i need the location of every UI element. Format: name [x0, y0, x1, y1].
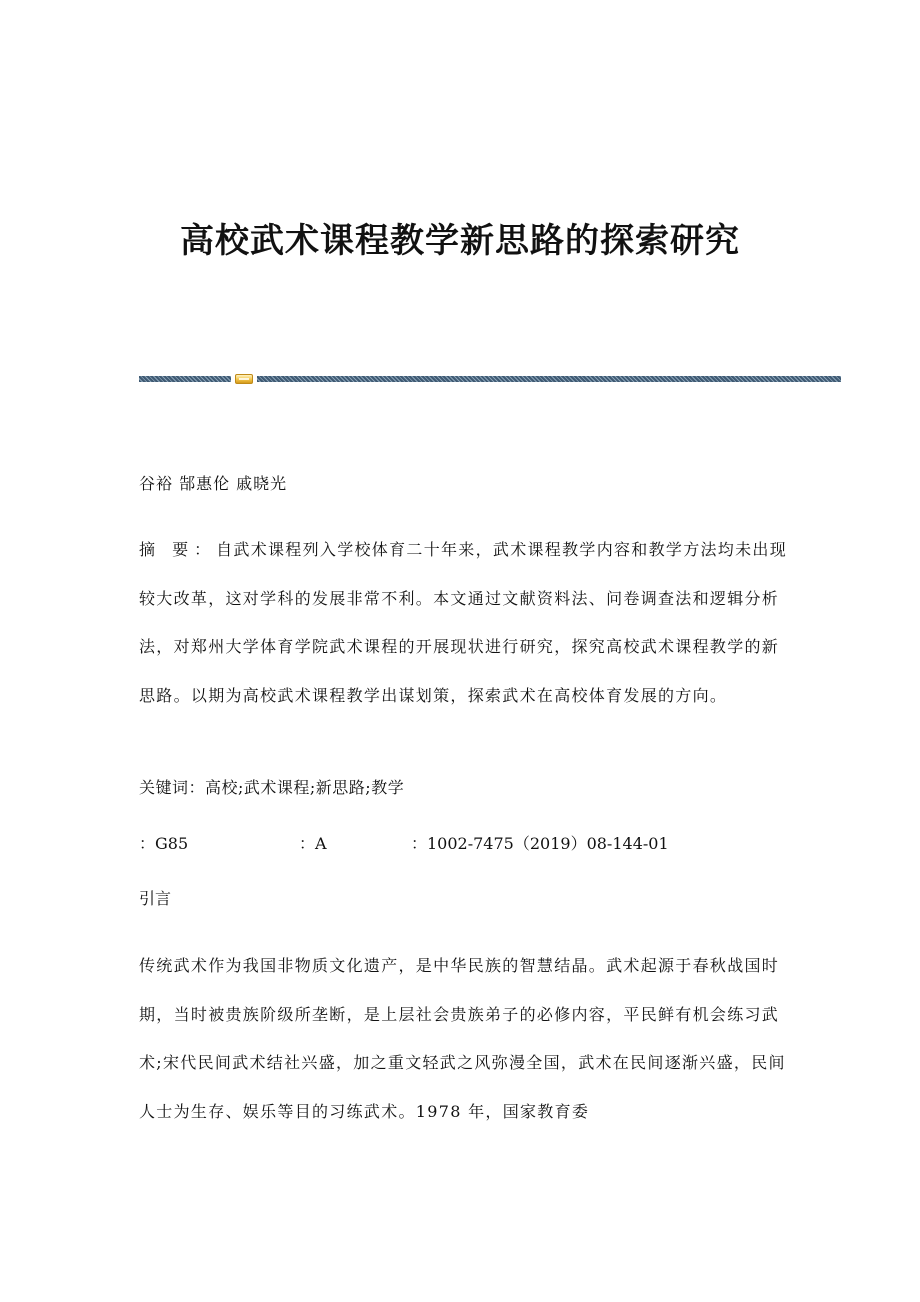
clc-number: ：G85 [139, 834, 189, 853]
paper-title: 高校武术课程教学新思路的探索研究 [180, 221, 740, 261]
keywords-label: 关键词： [139, 778, 206, 797]
abstract [139, 526, 789, 720]
introduction-paragraph: 传统武术作为我国非物质文化遗产，是中华民族的智慧结晶。武术起源于春秋战国时期，当时被贵族阶级所垄断，是上层社会贵族弟子的必修内容，平民鲜有机会练习武术;宋代民间武术结社兴盛，加之重文轻武之风弥漫全国，武术在民间逐渐兴盛，民间人士为生存、娱乐等目的习练武术。1978 年，国家教育委 [139, 956, 786, 1121]
document-code: ：A [299, 834, 327, 853]
divider-bar-right [257, 376, 841, 382]
abstract-label: 摘 要： [139, 540, 217, 559]
keywords [139, 776, 789, 800]
keywords-text: 高校;武术课程;新思路;教学 [205, 778, 405, 797]
section-heading-introduction: 引言 [139, 889, 172, 908]
divider-bar-left [139, 376, 231, 382]
divider-ornament-icon [235, 374, 253, 384]
article-id: ：1002-7475（2019）08-144-01 [411, 834, 669, 853]
title-divider [139, 374, 841, 384]
abstract-text: 自武术课程列入学校体育二十年来，武术课程教学内容和教学方法均未出现较大改革，这对学科的发展非常不利。本文通过文献资料法、问卷调查法和逻辑分析法，对郑州大学体育学院武术课程的开展现状进行研究，探究高校武术课程教学的新思路。以期为高校武术课程教学出谋划策，探索武术在高校体育发展的方向。 [139, 540, 787, 705]
author-list: 谷裕 郜惠伦 戚晓光 [139, 474, 288, 493]
